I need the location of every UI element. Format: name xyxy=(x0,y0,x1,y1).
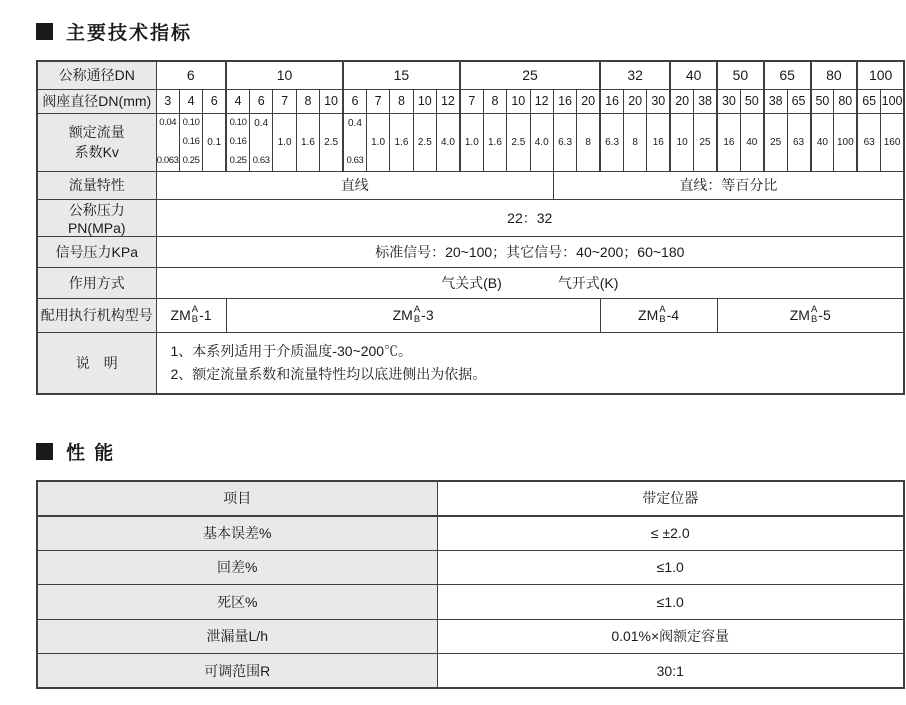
kv-cell xyxy=(647,113,670,171)
kv-cell xyxy=(179,113,202,171)
kv-value: 6.3 xyxy=(558,136,573,148)
kv-cell xyxy=(460,113,483,171)
kv-cell xyxy=(881,113,904,171)
note-line: 2、额定流量系数和流量特性均以底进侧出为依据。 xyxy=(170,365,487,382)
perf-value-cell: 0.01%×阀额定容量 xyxy=(437,619,904,654)
kv-value-stack xyxy=(157,115,179,169)
dn-group-10: 10 xyxy=(226,61,343,89)
row-notes xyxy=(37,332,904,394)
kv-cell xyxy=(156,113,179,171)
perf-item-cell: 可调范围R xyxy=(37,654,437,689)
seat-diameter-cell: 100 xyxy=(881,89,904,113)
kv-value: 40 xyxy=(816,136,828,148)
perf-item-cell: 泄漏量L/h xyxy=(37,619,437,654)
kv-value-stack xyxy=(741,115,763,169)
dn-group-25: 25 xyxy=(460,61,600,89)
kv-value-stack xyxy=(227,115,249,169)
actuator-model-part: -3 xyxy=(421,307,434,323)
nominal-pressure-value: 22：32 xyxy=(156,199,904,236)
kv-value: 63 xyxy=(863,136,875,148)
row-label-kv xyxy=(37,113,156,171)
kv-value-stack xyxy=(577,115,599,169)
section-bullet-icon xyxy=(36,23,53,40)
kv-value: 8 xyxy=(632,136,638,148)
kv-cell xyxy=(857,113,880,171)
seat-diameter-cell: 3 xyxy=(156,89,179,113)
perf-header-row xyxy=(37,481,904,516)
seat-diameter-cell: 16 xyxy=(600,89,623,113)
section-title-performance xyxy=(36,438,905,465)
kv-value-stack xyxy=(718,115,740,169)
row-signal-pressure xyxy=(37,236,904,267)
seat-diameter-cell: 65 xyxy=(857,89,880,113)
kv-label-line: 系数Kv xyxy=(74,144,119,160)
kv-value: 16 xyxy=(723,136,735,148)
perf-row xyxy=(37,654,904,689)
kv-value: 160 xyxy=(883,136,901,148)
kv-value: 2.5 xyxy=(324,136,339,148)
kv-cell xyxy=(413,113,436,171)
perf-value-cell: ≤ ±2.0 xyxy=(437,516,904,551)
kv-value-stack xyxy=(554,115,576,169)
perf-item-cell: 项目 xyxy=(37,481,437,516)
kv-value: 25 xyxy=(699,136,711,148)
kv-cell xyxy=(624,113,647,171)
kv-value: 0.63 xyxy=(252,154,270,166)
flow-characteristic-cell: 直线：等百分比 xyxy=(553,171,904,199)
kv-cell xyxy=(250,113,273,171)
kv-cell xyxy=(553,113,576,171)
kv-cell xyxy=(530,113,553,171)
actuator-model xyxy=(790,305,831,325)
perf-value-cell: 30:1 xyxy=(437,654,904,689)
actuator-model-part: -5 xyxy=(818,307,831,323)
perf-row xyxy=(37,516,904,551)
perf-value-cell: 带定位器 xyxy=(437,481,904,516)
actuator-model-cell xyxy=(156,298,226,332)
row-label-signal-pressure: 信号压力KPa xyxy=(37,236,156,267)
row-flow-characteristic xyxy=(37,171,904,199)
kv-value-stack xyxy=(203,115,225,169)
kv-cell xyxy=(390,113,413,171)
kv-value-stack xyxy=(297,115,319,169)
row-actuator-model xyxy=(37,298,904,332)
row-nominal-pressure xyxy=(37,199,904,236)
kv-value-stack xyxy=(834,115,856,169)
dn-group-65: 65 xyxy=(764,61,811,89)
kv-value-stack xyxy=(250,115,272,169)
row-label-action-mode: 作用方式 xyxy=(37,267,156,298)
actuator-model-part: -4 xyxy=(666,307,680,323)
section-bullet-icon xyxy=(36,443,53,460)
kv-value: 0.4 xyxy=(347,118,362,129)
seat-diameter-cell: 4 xyxy=(226,89,249,113)
perf-row xyxy=(37,550,904,585)
kv-value: 10 xyxy=(676,136,688,148)
action-mode-value: 气关式(B) 气开式(K) xyxy=(156,267,904,298)
notes-list xyxy=(157,334,904,392)
kv-value-stack xyxy=(437,115,459,169)
kv-value-stack xyxy=(461,115,483,169)
dn-group-100: 100 xyxy=(857,61,904,89)
seat-diameter-cell: 10 xyxy=(507,89,530,113)
kv-value: 4.0 xyxy=(440,136,455,148)
seat-diameter-cell: 6 xyxy=(250,89,273,113)
spec-table xyxy=(36,60,905,395)
row-label-actuator-model: 配用执行机构型号 xyxy=(37,298,156,332)
kv-label-line: 额定流量 xyxy=(68,124,125,140)
seat-diameter-cell: 38 xyxy=(694,89,717,113)
kv-value: 1.0 xyxy=(464,136,479,148)
kv-cell xyxy=(670,113,693,171)
seat-diameter-cell: 8 xyxy=(296,89,319,113)
row-action-mode xyxy=(37,267,904,298)
kv-cell xyxy=(437,113,460,171)
dn-group-50: 50 xyxy=(717,61,764,89)
kv-value-stack xyxy=(484,115,506,169)
seat-diameter-cell: 4 xyxy=(179,89,202,113)
note-line: 1、本系列适用于介质温度-30~200℃。 xyxy=(170,342,413,359)
seat-diameter-cell: 30 xyxy=(647,89,670,113)
section-title-text-specs: 主要技术指标 xyxy=(66,23,193,44)
actuator-model-part: ZM xyxy=(170,307,191,323)
seat-diameter-cell: 7 xyxy=(460,89,483,113)
kv-cell xyxy=(483,113,506,171)
row-label-notes: 说 明 xyxy=(37,332,156,394)
perf-item-cell: 死区% xyxy=(37,585,437,620)
actuator-model-part: A B xyxy=(810,304,818,325)
kv-cell xyxy=(343,113,366,171)
kv-value-stack xyxy=(390,115,412,169)
kv-value: 0.10 xyxy=(182,117,200,128)
kv-cell xyxy=(366,113,389,171)
kv-value-stack xyxy=(858,115,880,169)
dn-group-6: 6 xyxy=(156,61,226,89)
kv-cell xyxy=(273,113,296,171)
kv-value: 1.6 xyxy=(394,136,409,148)
seat-diameter-cell: 20 xyxy=(670,89,693,113)
actuator-model-part: ZM xyxy=(789,307,810,323)
perf-value-cell: ≤1.0 xyxy=(437,585,904,620)
kv-cell xyxy=(507,113,530,171)
actuator-model xyxy=(393,305,434,325)
section-title-specs xyxy=(36,18,905,45)
row-label-seat-diameter: 阀座直径DN(mm) xyxy=(37,89,156,113)
kv-value-stack xyxy=(601,115,623,169)
actuator-model-cell xyxy=(717,298,904,332)
kv-value: 1.6 xyxy=(487,136,502,148)
notes-content xyxy=(156,332,904,394)
seat-diameter-cell: 8 xyxy=(390,89,413,113)
perf-row xyxy=(37,619,904,654)
kv-cell xyxy=(203,113,226,171)
kv-value-stack xyxy=(414,115,436,169)
dn-group-32: 32 xyxy=(600,61,670,89)
kv-cell xyxy=(740,113,763,171)
actuator-model-part: A B xyxy=(659,304,666,325)
performance-table xyxy=(36,480,905,689)
kv-cell xyxy=(577,113,600,171)
seat-diameter-cell: 50 xyxy=(811,89,834,113)
kv-cell xyxy=(296,113,319,171)
seat-diameter-cell: 12 xyxy=(530,89,553,113)
dn-group-15: 15 xyxy=(343,61,460,89)
actuator-model-part: ZM xyxy=(638,307,659,323)
row-label-flow-characteristic: 流量特性 xyxy=(37,171,156,199)
kv-value-stack xyxy=(812,115,834,169)
kv-value: 0.1 xyxy=(207,136,222,148)
actuator-model xyxy=(638,305,679,325)
actuator-model-part: -1 xyxy=(199,307,212,323)
seat-diameter-cell: 10 xyxy=(413,89,436,113)
kv-value-stack xyxy=(765,115,787,169)
seat-diameter-cell: 80 xyxy=(834,89,857,113)
actuator-model-cell xyxy=(600,298,717,332)
kv-cell xyxy=(226,113,249,171)
kv-value: 4.0 xyxy=(534,136,549,148)
seat-diameter-cell: 20 xyxy=(624,89,647,113)
actuator-model-part: ZM xyxy=(392,307,413,323)
section-title-text-performance: 性 能 xyxy=(66,443,116,464)
kv-value: 0.10 xyxy=(229,117,247,128)
kv-value: 100 xyxy=(836,136,854,148)
kv-cell xyxy=(694,113,717,171)
kv-cell xyxy=(717,113,740,171)
perf-value-cell: ≤1.0 xyxy=(437,550,904,585)
kv-value-stack xyxy=(531,115,553,169)
signal-pressure-value: 标准信号：20~100；其它信号：40~200；60~180 xyxy=(156,236,904,267)
kv-value-stack xyxy=(647,115,669,169)
perf-item-cell: 基本误差% xyxy=(37,516,437,551)
perf-row xyxy=(37,585,904,620)
kv-value: 0.25 xyxy=(182,154,200,166)
row-kv-coefficient xyxy=(37,113,904,171)
kv-cell xyxy=(787,113,810,171)
seat-diameter-cell: 8 xyxy=(483,89,506,113)
kv-value-stack xyxy=(671,115,693,169)
kv-cell xyxy=(764,113,787,171)
kv-value: 0.16 xyxy=(182,135,200,147)
kv-value: 0.04 xyxy=(159,117,177,128)
kv-value-stack xyxy=(881,115,903,169)
actuator-model-part: A B xyxy=(413,304,421,325)
kv-value-stack xyxy=(344,115,366,169)
kv-value: 16 xyxy=(652,136,664,148)
seat-diameter-cell: 6 xyxy=(203,89,226,113)
kv-value: 1.0 xyxy=(277,136,292,148)
kv-value: 0.16 xyxy=(229,135,247,147)
kv-value: 1.6 xyxy=(300,136,315,148)
seat-diameter-cell: 12 xyxy=(437,89,460,113)
kv-value-stack xyxy=(273,115,295,169)
seat-diameter-cell: 50 xyxy=(740,89,763,113)
kv-value: 1.0 xyxy=(371,136,386,148)
seat-diameter-cell: 7 xyxy=(273,89,296,113)
perf-item-cell: 回差% xyxy=(37,550,437,585)
seat-diameter-cell: 30 xyxy=(717,89,740,113)
kv-value-stack xyxy=(367,115,389,169)
kv-cell xyxy=(834,113,857,171)
row-label-nominal-diameter: 公称通径DN xyxy=(37,61,156,89)
seat-diameter-cell: 6 xyxy=(343,89,366,113)
kv-cell xyxy=(600,113,623,171)
kv-cell xyxy=(811,113,834,171)
kv-value: 8 xyxy=(585,136,591,148)
seat-diameter-cell: 16 xyxy=(553,89,576,113)
kv-value: 2.5 xyxy=(511,136,526,148)
kv-value-stack xyxy=(507,115,529,169)
seat-diameter-cell: 20 xyxy=(577,89,600,113)
kv-value: 2.5 xyxy=(417,136,432,148)
actuator-model-cell xyxy=(226,298,600,332)
kv-value-stack xyxy=(694,115,716,169)
row-seat-diameter xyxy=(37,89,904,113)
kv-value-stack xyxy=(320,115,342,169)
seat-diameter-cell: 7 xyxy=(366,89,389,113)
kv-value: 6.3 xyxy=(605,136,620,148)
dn-group-80: 80 xyxy=(811,61,858,89)
kv-value-stack xyxy=(624,115,646,169)
kv-value: 25 xyxy=(770,136,782,148)
kv-value: 63 xyxy=(793,136,805,148)
kv-cell xyxy=(320,113,343,171)
flow-characteristic-cell: 直线 xyxy=(156,171,553,199)
kv-value-stack xyxy=(180,115,202,169)
row-label-nominal-pressure: 公称压力PN(MPa) xyxy=(37,199,156,236)
kv-value: 40 xyxy=(746,136,758,148)
kv-value: 0.4 xyxy=(254,118,269,129)
actuator-model-part: A B xyxy=(191,304,199,325)
seat-diameter-cell: 38 xyxy=(764,89,787,113)
dn-group-40: 40 xyxy=(670,61,717,89)
kv-value: 0.25 xyxy=(229,154,247,166)
kv-value-stack xyxy=(788,115,810,169)
kv-value: 0.063 xyxy=(156,154,179,166)
row-nominal-diameter xyxy=(37,61,904,89)
actuator-model xyxy=(171,305,212,325)
kv-value: 0.63 xyxy=(346,154,364,166)
seat-diameter-cell: 10 xyxy=(320,89,343,113)
seat-diameter-cell: 65 xyxy=(787,89,810,113)
